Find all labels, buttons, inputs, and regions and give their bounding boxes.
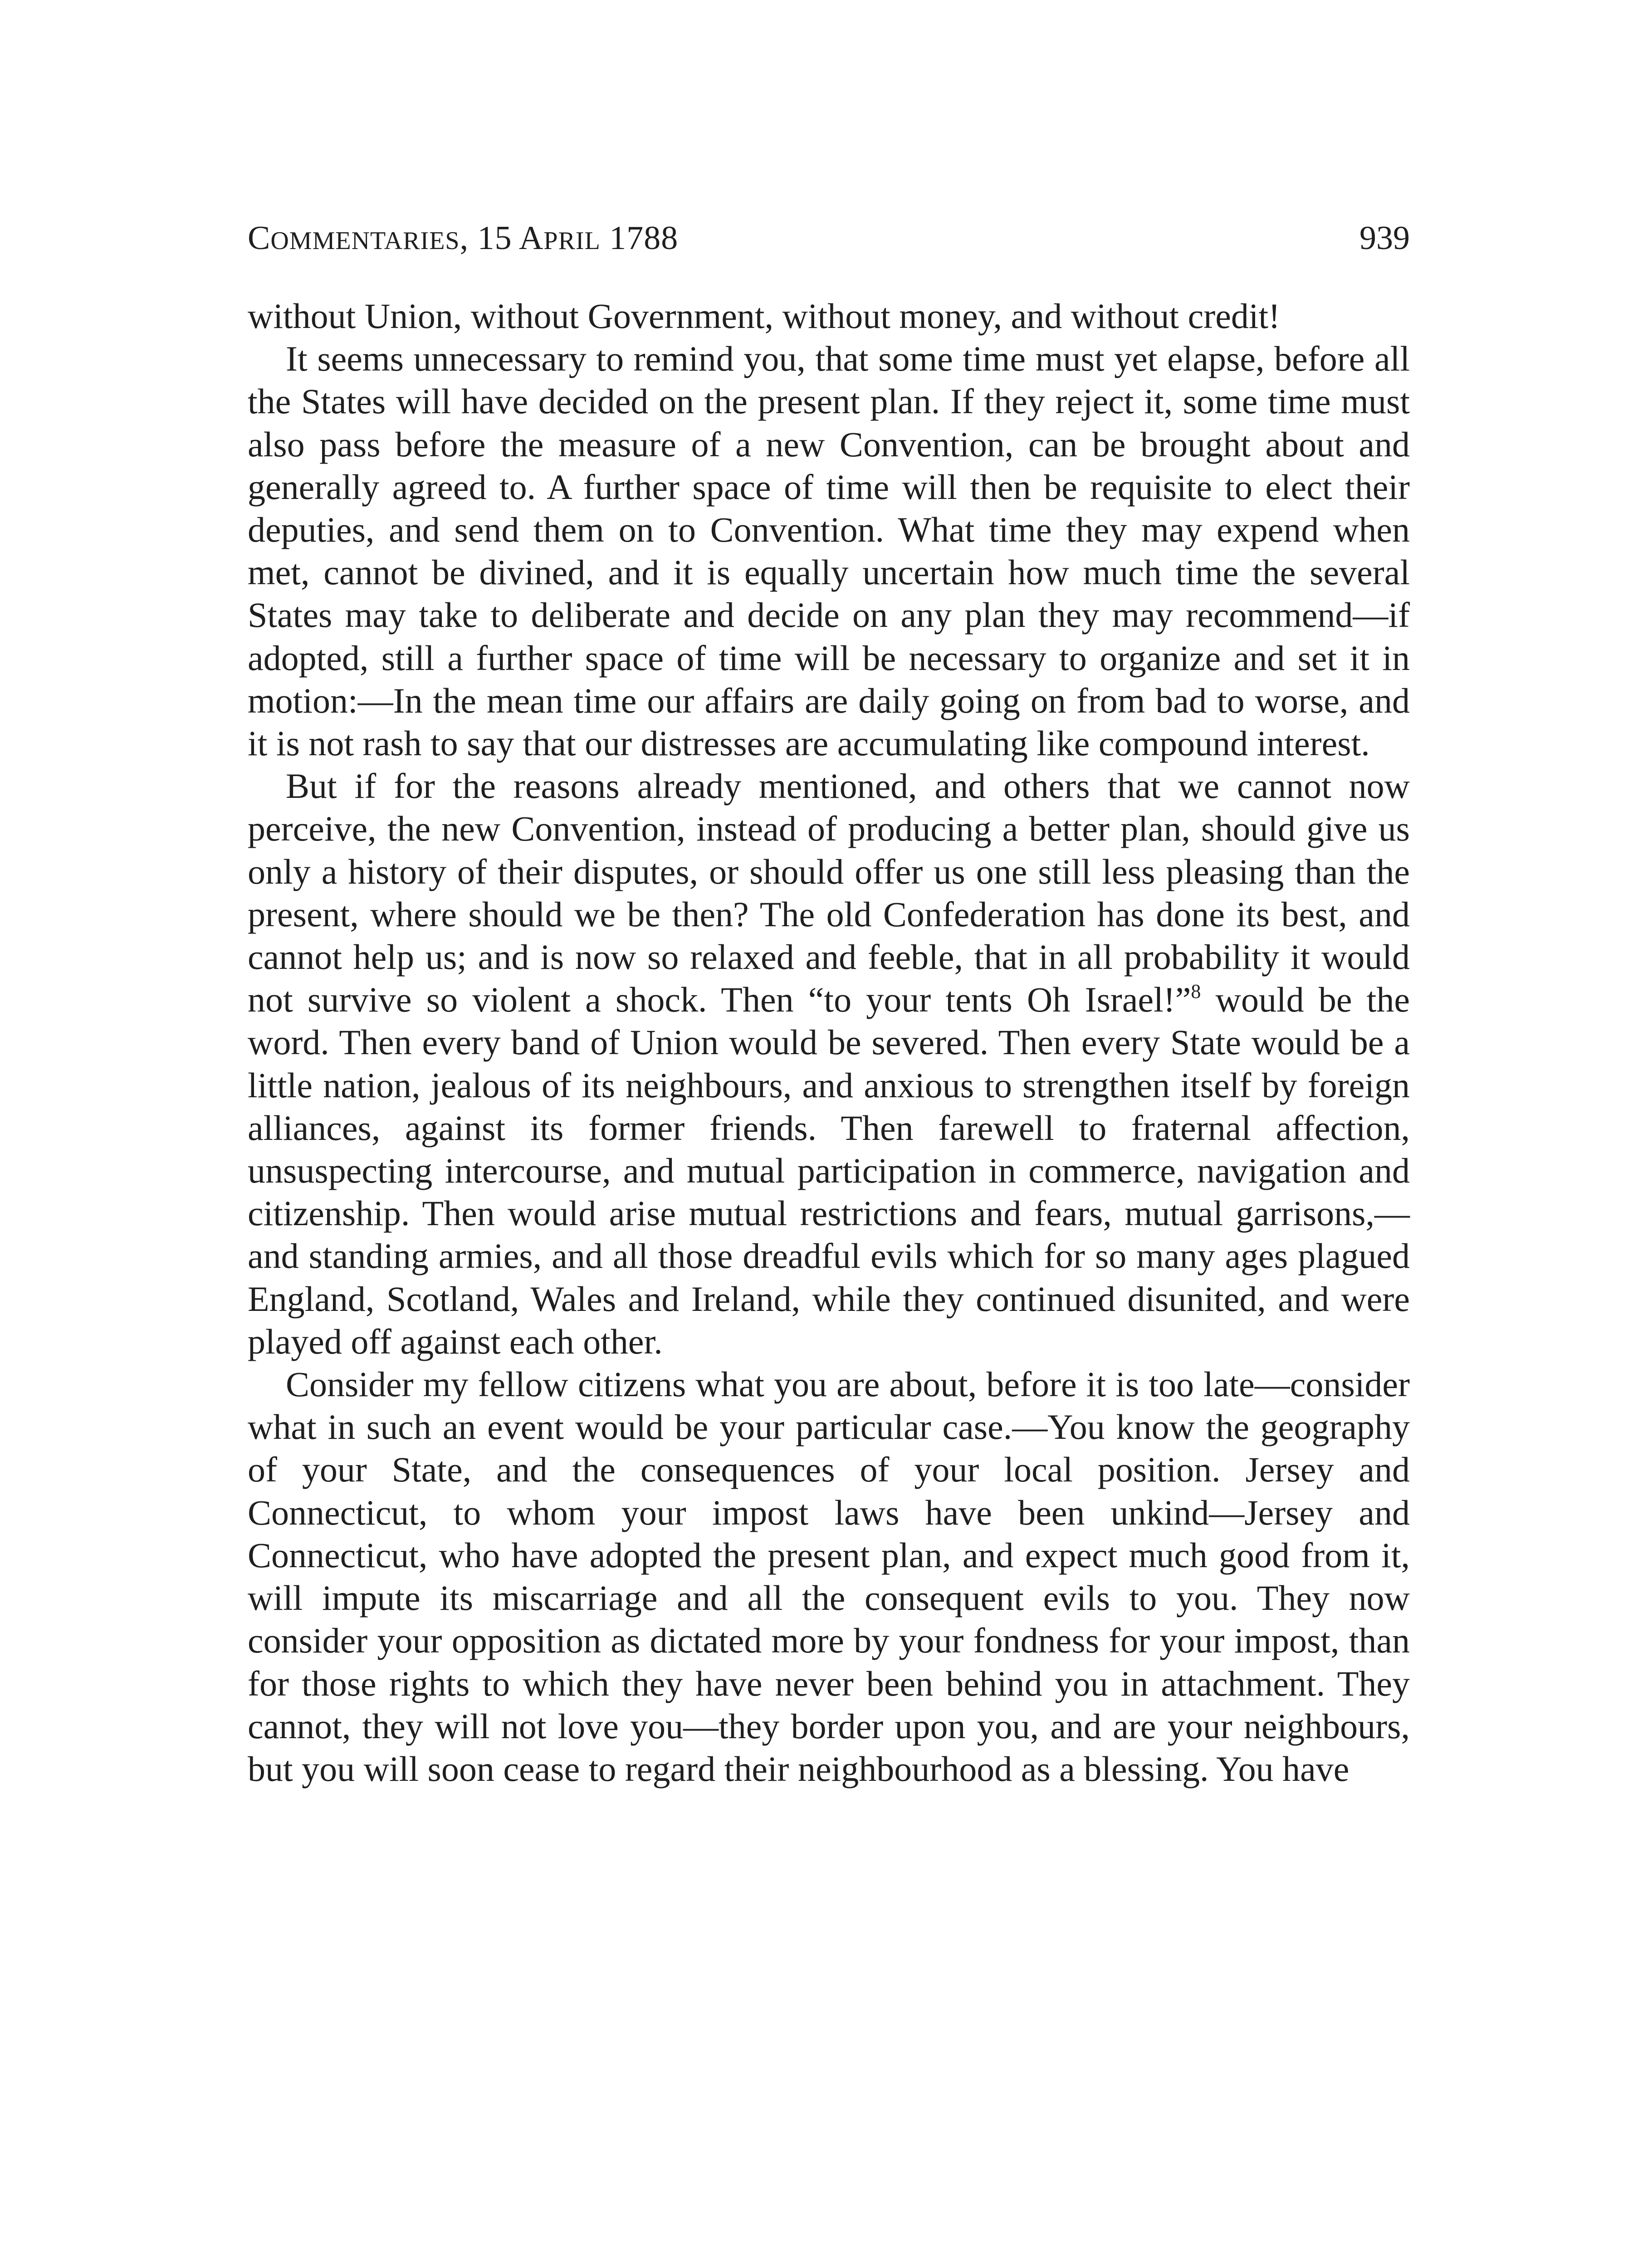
page-number: 939 xyxy=(1359,220,1410,257)
paragraph-3-text-after-note: would be the word. Then every band of Union would be severed. Then every State would be a little nation, jealous of its neighbours, and anxious to strengthen itself by foreign alliances, against its former friends. Then farewell to fraternal affection, unsuspecting intercourse, and mutual participation in commerce, navigation and citizenship. Then would arise mutual restrictions and fears, mutual garrisons,—and standing armies, and all those dreadful evils which for so many ages plagued England, Scotland, Wales and Ireland, while they continued disunited, and were played off against each other. xyxy=(248,980,1410,1361)
footnote-reference-8[interactable]: 8 xyxy=(1191,980,1201,1003)
paragraph-1-continued: without Union, without Government, without money, and without credit! xyxy=(248,296,1281,336)
running-head-title-initial: C xyxy=(248,220,271,257)
body-text xyxy=(248,295,1410,1790)
paragraph-4: Consider my fellow citizens what you are about, before it is too late—consider what in such an event would be your particular case.—You know the geography of your State, and the consequences of your local position. Jersey and Connecticut, to whom your impost laws have been unkind—Jersey and Connecticut, who have adopted the present plan, and expect much good from it, will impute its miscarriage and all the consequent evils to you. They now consider your opposition as dictated more by your fondness for your impost, than for those rights to which they have never been behind you in attachment. They cannot, they will not love you—they border upon you, and are your neighbours, but you will soon cease to regard their neighbourhood as a blessing. You have xyxy=(248,1364,1410,1789)
paragraph-2: It seems unnecessary to remind you, that some time must yet elapse, before all the States will have decided on the present plan. If they reject it, some time must also pass before the measure of a new Convention, can be brought about and generally agreed to. A further space of time will then be requisite to elect their deputies, and send them on to Convention. What time they may expend when met, cannot be divined, and it is equally uncertain how much time the several States may take to deliberate and decide on any plan they may recommend—if adopted, still a further space of time will be necessary to organize and set it in motion:—In the mean time our affairs are daily going on from bad to worse, and it is not rash to say that our distresses are accumulating like compound interest. xyxy=(248,339,1410,763)
running-head-title-middle: , 15 A xyxy=(460,220,544,257)
running-head-title xyxy=(248,213,678,266)
paragraph-3 xyxy=(248,765,1410,1363)
running-head-title-smallcaps-1: OMMENTARIES xyxy=(270,227,460,255)
running-head xyxy=(248,213,1410,263)
paragraph-3-text-before-note: But if for the reasons already mentioned, and others that we cannot now perceive, the new Convention, instead of producing a better plan, should give us only a history of their disputes, or should offer us one still less pleasing than the present, where should we be then? The old Confederation has done its best, and cannot help us; and is now so relaxed and feeble, that in all probability it would not survive so violent a shock. Then “to your tents Oh Israel!” xyxy=(248,766,1410,1020)
running-head-title-year: 1788 xyxy=(600,220,679,257)
running-head-title-smallcaps-2: PRIL xyxy=(543,227,601,255)
